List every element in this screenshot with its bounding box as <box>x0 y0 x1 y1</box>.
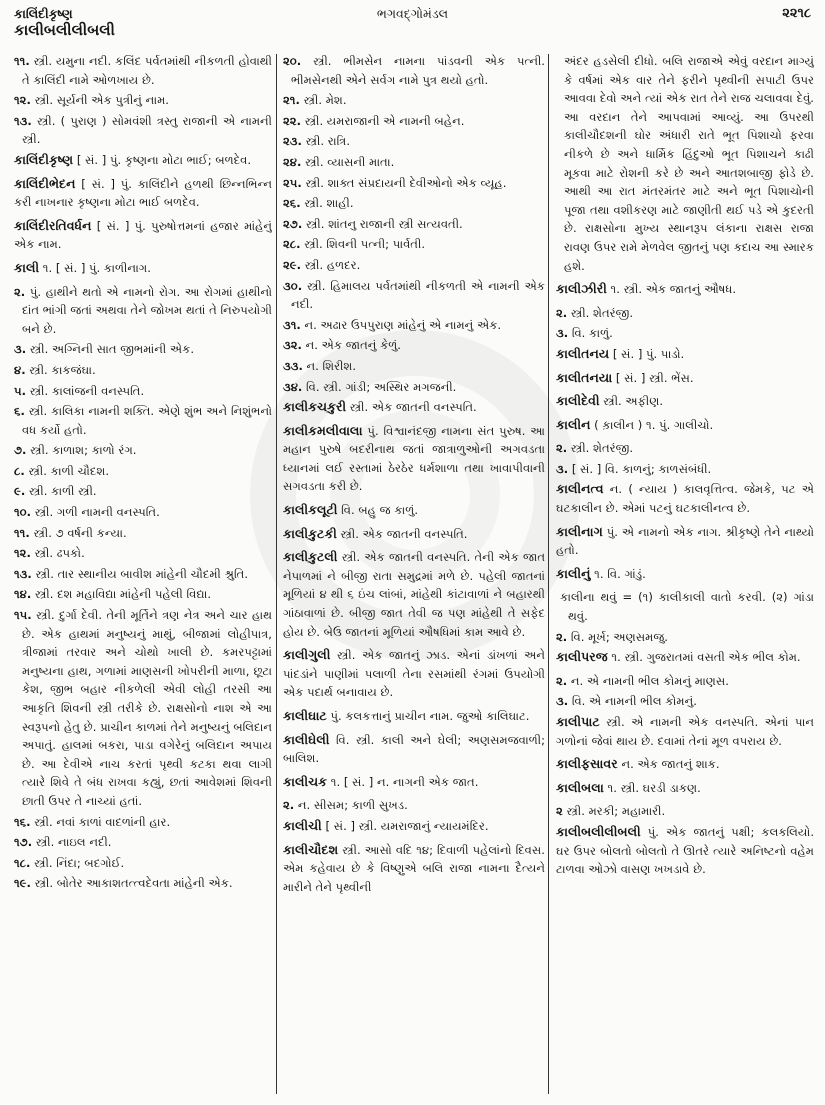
definition-text: સ્ત્રી. ગુજરાતમાં વસતી એક ભીલ કોમ. <box>624 650 801 665</box>
dictionary-entry <box>556 416 814 435</box>
sense-number: ૨. <box>556 305 568 320</box>
sense-definition <box>556 628 814 647</box>
dictionary-entry <box>283 646 545 702</box>
definition-text: સ્ત્રી. ( પુરાણ ) સોમવંશી ત્રસ્તુ રાજાની એ નામની સ્ત્રી. <box>22 113 272 147</box>
sense-definition <box>283 91 545 110</box>
headword: કાલીપરજ <box>556 649 608 665</box>
definition-text: સ્ત્રી. એક જાતની વનસ્પતિ. <box>340 526 468 541</box>
sense-definition <box>556 304 814 323</box>
sense-definition <box>14 544 272 563</box>
sense-number: ૨૧. <box>283 93 300 108</box>
sense-definition <box>14 340 272 359</box>
dictionary-entry <box>556 779 814 798</box>
sense-number: ૮. <box>14 463 25 478</box>
definition-text: ન. એક જાતનું કેળું. <box>305 338 401 353</box>
sense-number: ૨૪. <box>283 154 302 169</box>
definition-text: સ્ત્રી. મેશ. <box>303 93 347 108</box>
idiom-subentry <box>556 588 814 625</box>
sense-definition <box>14 854 272 873</box>
definition-text: સ્ત્રી. દશ મહાવિદ્યા માંહેની પહેલી વિદ્યા. <box>34 587 212 602</box>
definition-text: પું. એક જાતનું પક્ષી; કલકલિયો. ઘર ઉપર બોલતો બોલતો તે ઊતરે ત્યારે અનિષ્ટનો વહેમ ટાળવા ઓઝો વાસણ ખખડાવે છે. <box>556 824 814 877</box>
sense-definition <box>14 462 272 481</box>
sense-number: ૩. <box>556 461 569 476</box>
definition-text: સ્ત્રી. ઘરડી ડાકણ. <box>620 780 701 795</box>
sense-number: ૧૯. <box>14 876 31 891</box>
definition-text: સ્ત્રી. શાક્ત સંપ્રદાયની દેવીઓનો એક વ્યૂહ. <box>305 175 507 190</box>
sense-number: ૧. <box>610 282 620 297</box>
sense-definition <box>556 802 814 821</box>
sense-number: ૨૮. <box>283 237 301 252</box>
definition-text: સ્ત્રી. શેતરંજી. <box>570 441 634 456</box>
headword: કાલીનાગ <box>556 523 603 539</box>
sense-definition <box>14 565 272 584</box>
definition-text: સ્ત્રી. શિવની પત્ની; પાર્વતી. <box>304 237 425 252</box>
sense-number: ૨. <box>556 673 568 688</box>
sense-number: ૩૪. <box>283 379 303 394</box>
dictionary-entry <box>556 823 814 879</box>
sense-definition <box>283 357 545 376</box>
definition-text: વિ. ગાંડું. <box>607 566 646 581</box>
definition-text: સ્ત્રી. કાળી ચૌદશ. <box>28 463 110 478</box>
dictionary-entry <box>14 259 272 278</box>
definition-text: સ્ત્રી. બોતેર આકાશતત્ત્વદેવતા માંહેની એક. <box>34 876 233 891</box>
definition-text: સ્ત્રી. નવાં કાળાં વાદળાંની હાર. <box>34 814 171 829</box>
definition-text: સ્ત્રી. શાહી. <box>304 196 354 211</box>
sense-definition <box>283 378 545 397</box>
definition-text: સ્ત્રી. મરકી; મહામારી. <box>566 804 666 819</box>
dictionary-entry <box>283 501 545 520</box>
dictionary-entry <box>283 548 545 641</box>
sense-number: ૩૨. <box>283 338 302 353</box>
dictionary-entry <box>556 392 814 411</box>
headword: કાલીતનયા <box>556 369 613 385</box>
definition-text: સ્ત્રી. કાલિકા નામની શક્તિ. એણે શુંભ અને નિશુંભનો વધ કર્યો હતો. <box>22 404 272 437</box>
sense-definition <box>556 672 814 691</box>
sense-number: ૨. <box>283 798 295 813</box>
sense-definition <box>14 382 272 401</box>
sense-definition <box>14 813 272 832</box>
sense-number: ૧. <box>607 780 617 795</box>
dictionary-entry <box>283 841 545 897</box>
sense-number: ૧૫. <box>14 608 32 623</box>
sense-number: ૩૦. <box>283 278 303 293</box>
definition-text: [ સં. ] પું. કૃષ્ણના મોટા ભાઈ; બળદેવ. <box>76 152 252 167</box>
sense-number: ૧૬. <box>14 814 31 829</box>
definition-text: વિ. મૂર્ખ; અણસમજુ. <box>570 629 668 644</box>
dictionary-entry <box>283 773 545 792</box>
sense-definition <box>556 692 814 711</box>
column-2 <box>283 52 545 1097</box>
dictionary-entry <box>14 217 272 254</box>
sense-number: ૨૩. <box>283 134 302 149</box>
sense-number: ૩૩. <box>283 358 303 373</box>
definition-text: પું. કલકત્તાનું પ્રાચીન નામ. જુઓ કાલિઘાટ. <box>330 709 530 723</box>
dictionary-entry <box>283 422 545 496</box>
dictionary-entry <box>556 565 814 584</box>
headword: કાલીબલીલીબલી <box>556 823 641 839</box>
sense-number: ૧૩. <box>14 113 32 128</box>
sense-number: ૨૬. <box>283 196 301 211</box>
sense-definition <box>283 132 545 151</box>
sense-definition <box>14 585 272 604</box>
definition-text: સ્ત્રી. સૂર્યની એક પુત્રીનું નામ. <box>34 93 169 108</box>
sense-number: ૧૨. <box>14 546 31 561</box>
headword: કાલીબલા <box>556 779 604 795</box>
definition-text: સ્ત્રી. યમરાજાની એ નામની બહેન. <box>304 113 465 128</box>
headword: કાલીગુલી <box>283 647 331 663</box>
sense-definition <box>14 482 272 501</box>
sense-number: ૩. <box>556 326 569 341</box>
page-number: ૨૨૧૮ <box>782 6 811 21</box>
definition-text: [ સં. ] પું. કાલિંદીને હળથી છિન્નભિન્ન કરી નાખનાર કૃષ્ણના મોટા ભાઈ બળદેવ. <box>14 176 272 210</box>
sense-definition <box>283 194 545 213</box>
headword: કાલીતનય <box>556 345 610 361</box>
headword: કાલીઘેલી <box>283 731 330 747</box>
sense-number: ૧. <box>42 260 53 275</box>
sense-definition <box>283 153 545 172</box>
dictionary-entry <box>556 713 814 750</box>
headword: કાલીન <box>556 416 591 432</box>
sense-definition <box>14 361 272 380</box>
sense-definition <box>14 874 272 893</box>
guide-word-first: કાલિંદીકૃષ્ણ <box>14 6 73 21</box>
dictionary-entry <box>14 175 272 212</box>
sense-number: ૧. <box>330 774 341 789</box>
sense-definition <box>283 52 545 89</box>
sense-number: ૨. <box>556 441 568 456</box>
sense-number: ૨ <box>556 804 563 819</box>
column-3 <box>556 52 814 1097</box>
headword: કાલીપાટ <box>556 714 600 729</box>
sense-definition <box>283 215 545 234</box>
headword: કાલીકલૂટી <box>283 502 338 518</box>
sense-definition <box>14 441 272 460</box>
definition-text: સ્ત્રી. હિમાલય પર્વતમાંથી નીકળતી એ નામની એક નદી. <box>291 278 545 312</box>
definition-text: સ્ત્રી. કાકજંઘા. <box>29 362 96 377</box>
headword: કાલીકુટકી <box>283 525 337 541</box>
headword: કાલિંદીભેદન <box>14 175 76 191</box>
headword: કાલીકચકુરી <box>283 399 347 415</box>
definition-text: ન. ( ન્યાય ) કાલવૃત્તિત્વ. જેમકે, પટ એ ઘટકાલીન છે. એમાં પટનું ઘટકાલીનત્વ છે. <box>556 482 814 516</box>
sense-definition <box>14 503 272 522</box>
sense-number: ૧૧. <box>14 525 30 540</box>
sense-definition <box>556 324 814 343</box>
headword: કાલીચી <box>283 817 322 833</box>
dictionary-entry <box>283 817 545 836</box>
sense-number: ૧૦. <box>14 505 32 520</box>
sense-definition <box>14 91 272 110</box>
sense-number: ૨૯. <box>283 257 302 272</box>
definition-text: વિ. સ્ત્રી. કાલી અને ઘેલી; અણસમજવાળી; બાલિશ. <box>283 732 545 766</box>
sense-definition <box>283 277 545 314</box>
guide-word-last: કાલીબલીલીબલી <box>14 21 115 39</box>
sense-number: ૯. <box>14 484 26 499</box>
sense-definition <box>283 796 545 815</box>
sense-number: ૨૨. <box>283 113 302 128</box>
sense-definition <box>14 112 272 149</box>
headword: કાલીનું <box>556 565 591 581</box>
definition-text: સ્ત્રી. નાઇલ નદી. <box>35 835 112 850</box>
definition-text: સ્ત્રી. એક જાતનું ઔષધ. <box>623 282 737 297</box>
sense-definition <box>283 235 545 254</box>
definition-text: સ્ત્રી. એ નામની એક વનસ્પતિ. એનાં પાન ગળોનાં જેવાં થાય છે. દવામાં તેનાં મૂળ વપરાય છે. <box>556 715 814 748</box>
sense-number: ૬. <box>14 404 25 419</box>
sense-definition <box>14 606 272 811</box>
definition-text: સ્ત્રી. કાળી સ્ત્રી. <box>28 484 97 499</box>
dictionary-entry <box>556 755 814 774</box>
sense-number: ૧૨. <box>14 93 31 108</box>
definition-text: સ્ત્રી. શેતરંજી. <box>570 305 634 320</box>
dictionary-entry <box>283 707 545 726</box>
definition-text: સ્ત્રી. રાત્રિ. <box>305 134 351 149</box>
definition-text: પું. એ નામનો એક નાગ. શ્રીકૃષ્ણે તેને નાથ્યો હતો. <box>556 524 814 558</box>
book-title: ભગવદ્ગોમંડલ <box>376 6 449 21</box>
dictionary-entry <box>283 398 545 417</box>
definition-text: ન. એક જાતનું શાક. <box>621 757 720 772</box>
definition-text: કાલીના થવું = (૧) કાલીકાલી વાતો કરવી. (૨) ગાંડા થવું. <box>560 590 814 624</box>
dictionary-entry <box>14 151 272 170</box>
sense-definition <box>14 402 272 439</box>
definition-text: સ્ત્રી. ૭ વર્ષની કન્યા. <box>33 525 127 540</box>
definition-text: ન. અઢાર ઉપપુરાણ માંહેનું એ નામનું એક. <box>304 317 502 332</box>
definition-text: વિ. બહુ જ કાળું. <box>341 503 419 518</box>
definition-text: પું. ગાલીચો. <box>659 417 714 432</box>
definition-text: સ્ત્રી. આસો વદિ ૧૪; દિવાળી પહેલાંનો દિવસ. એમ કહેવાય છે કે વિષ્ણુએ બલિ રાજા નામના દૈત્યને મારીને તેને પૃથ્વીની <box>283 842 545 894</box>
definition-text: ન. એ નામની ભીલ કોમનું માણસ. <box>570 673 729 688</box>
sense-definition <box>283 256 545 275</box>
definition-text: [ સં. ] પું. પુરુષોત્તમનાં હજાર માંહેનું એક નામ. <box>14 218 272 252</box>
definition-text: [ સં. ] સ્ત્રી. યમરાજાનું ન્યાયમંદિર. <box>325 818 489 833</box>
definition-text: વિ. એ નામની ભીલ કોમનું. <box>571 694 697 709</box>
headword: કાલીદેવી <box>556 393 600 409</box>
definition-text: સ્ત્રી. અગ્નિની સાત જીભમાંની એક. <box>29 342 195 357</box>
definition-text: વિ. સ્ત્રી. ગાંડી; અસ્થિર મગજની. <box>306 379 457 394</box>
headword: કાલીઝીરી <box>556 281 607 297</box>
sense-number: ૧૭. <box>14 835 33 850</box>
sense-number: ૨. <box>14 284 26 299</box>
definition-text: સ્ત્રી. ઢપકો. <box>34 546 85 561</box>
definition-text: સ્ત્રી. વ્યાસની માતા. <box>305 154 395 169</box>
sense-definition <box>556 439 814 458</box>
dictionary-entry <box>556 369 814 388</box>
definition-text: [ સં. ] પું. કાળીનાગ. <box>55 260 151 275</box>
definition-text: સ્ત્રી. એક જાતની વનસ્પતિ. તેની એક જાત નેપાળમાં ને બીજી રાતા સમુદ્રમાં મળે છે. પહેલી જાતનાં મૂળિયાં ૪ થી ૬ ઇંચ લાંબાં, માંહેથી કાંટાવાળાં ને બહારથી ગાંઠાવાળાં છે. બીજી જાત તેવી જ પણ માંહેથી તે સફેદ હોય છે. બેઉ જાતનાં મૂળિયાં ઔષધિમાં કામ આવે છે. <box>283 550 545 639</box>
column-divider-1 <box>276 54 277 1094</box>
sense-number: ૧૧. <box>14 54 30 68</box>
sense-number: ૭. <box>14 443 27 458</box>
definition-text: સ્ત્રી. શાંતનુ રાજાની સ્ત્રી સત્યવતી. <box>305 216 463 231</box>
dictionary-entry <box>556 480 814 517</box>
sense-definition <box>283 316 545 335</box>
sense-number: ૨૦. <box>283 54 302 68</box>
definition-text: સ્ત્રી. દુર્ગા દેવી. તેની મૂર્તિને ત્રણ નેત્ર અને ચાર હાથ છે. એક હાથમાં મનુષ્યનું માથું, બીજામાં લોહીપાત્ર, ત્રીજામાં તરવાર અને ચોથો ખાલી છે. કમરપટ્ટામાં મનુષ્યના હાથ, ગળામાં માણસની ખોપરીની માળા, છૂટા કેશ, જીભ બહાર નીકળેલી એવી લોહી તરસી આ આકૃતિ શિવની સ્ત્રી તરીકે છે. રાક્ષસોનો નાશ એ આ સ્વરૂપનો હેતુ છે. પ્રાચીન કાળમાં તેને મનુષ્યનું બલિદાન અપાતું. હાલમાં બકરા, પાડા વગેરેનું બલિદાન અપાય છે. આ દેવીએ નાચ કરતાં પૃથ્વી કટકા થવા લાગી ત્યારે શિવે તે બંધ રાખવા કહ્યું, છતાં આવેશમાં શિવની છાતી ઉપર તે નાચ્યાં હતાં. <box>22 608 272 808</box>
definition-text: ન. સીસમ; કાળી સુખડ. <box>297 798 408 813</box>
dictionary-entry <box>556 648 814 667</box>
sense-number: ૧. <box>594 566 604 581</box>
sense-definition <box>283 336 545 355</box>
sense-definition <box>283 174 545 193</box>
sense-definition <box>14 52 272 89</box>
headword: કાલિંદીકૃષ્ણ <box>14 151 74 167</box>
definition-text: સ્ત્રી. અફીણ. <box>603 394 664 409</box>
definition-text: [ સં. ] વિ. કાળનું; કાળસંબંધી. <box>571 461 712 476</box>
definition-text: પું. વિશ્વાનંદજી નામના સંત પુરુષ. આ મહાન પુરુષે બદરીનાથ જતાં જાત્રાળુઓની અગવડતા ધ્યાનમાં લઈ રસ્તામાં ઠેરઠેર ધર્મશાળા તથા ખાવાપીવાની સગવડતા કરી છે. <box>283 423 545 494</box>
sense-number: ૩. <box>14 342 27 357</box>
sense-definition <box>14 283 272 339</box>
continued-definition <box>556 52 814 275</box>
sense-number: ૧૪. <box>14 587 32 602</box>
column-divider-2 <box>548 54 549 1094</box>
sense-number: ૧૮. <box>14 855 31 870</box>
sense-definition <box>14 524 272 543</box>
definition-text: સ્ત્રી. એક જાતની વનસ્પતિ. <box>349 400 477 415</box>
definition-text: સ્ત્રી. એક જાતનું ઝાડ. એનાં ડાંખળાં અને પાંદડાંને પાણીમાં પલાળી તેના રસમાંથી રંગમાં ઉપયોગી એક પદાર્થ બનાવાય છે. <box>283 648 545 700</box>
column-1 <box>14 52 272 1097</box>
headword: કાલીફસાવર <box>556 756 618 772</box>
dictionary-entry <box>556 523 814 560</box>
definition-text: ન. શિરીશ. <box>306 358 357 373</box>
definition-text: સ્ત્રી. ગળી નામની વનસ્પતિ. <box>34 505 160 520</box>
sense-number: ૨૭. <box>283 216 303 231</box>
definition-text: સ્ત્રી. હળદર. <box>304 257 361 272</box>
dictionary-entry <box>283 731 545 768</box>
definition-text: સ્ત્રી. નિંદા; બદગોઈ. <box>34 855 125 870</box>
definition-text: પું. હાથીને થતો એ નામનો રોગ. આ રોગમાં હાથીનો દાંત ભાંગી જતાં અથવા તેને જોખમ થતાં તે નિરુપયોગી બને છે. <box>22 284 272 336</box>
sense-number: ( ક઼ાલીન ) ૧. <box>594 417 656 432</box>
definition-text: સ્ત્રી. યમુના નદી. કલિંદ પર્વતમાંથી નીકળતી હોવાથી તે કાલિંદી નામે ઓળખાય છે. <box>22 54 272 87</box>
sense-number: ૩. <box>556 694 569 709</box>
headword: કાલીનત્વ <box>556 481 604 497</box>
sense-number: ૪. <box>14 362 26 377</box>
definition-text: સ્ત્રી. ભીમસેન નામના પાંડવની એક પત્ની. ભીમસેનથી એને સર્વગ નામે પુત્ર થયો હતો. <box>291 54 545 87</box>
headword: કાલીચૌદશ <box>283 841 339 857</box>
dictionary-entry <box>556 345 814 364</box>
sense-number: ૧. <box>611 650 621 665</box>
dictionary-entry <box>283 525 545 544</box>
sense-number: ૫. <box>14 383 27 398</box>
sense-number: ૨૫. <box>283 175 302 190</box>
sense-number: ૩૧. <box>283 317 301 332</box>
definition-text: વિ. કાળું. <box>571 326 613 341</box>
definition-text: સ્ત્રી. તાર સ્થાનીય બાવીશ માંહેની ચૌદમી શ્રુતિ. <box>35 566 249 581</box>
sense-number: ૨. <box>556 629 568 644</box>
definition-text: [ સં. ] સ્ત્રી. ભેંસ. <box>615 370 694 385</box>
headword: કાલીકમલીવાલા <box>283 422 363 438</box>
sense-definition <box>283 112 545 131</box>
definition-text: [ સં. ] ન. નાગની એક જાત. <box>343 774 479 789</box>
headword: કાલિંદીરતિવર્ધન <box>14 217 92 233</box>
headword: કાલી <box>14 259 40 275</box>
dictionary-entry <box>556 280 814 299</box>
page-header <box>0 0 825 46</box>
headword: કાલીચક <box>283 773 328 789</box>
definition-text: સ્ત્રી. કાલાંજની વનસ્પતિ. <box>29 383 145 398</box>
definition-text: અંદર હડસેલી દીધો. બલિ રાજાએ એવું વરદાન માગ્યું કે વર્ષમાં એક વાર તેને ફરીને પૃથ્વીની સપાટી ઉપર આવવા દેવો અને ત્યાં એક રાત તેને રાજ ચલાવવા દેવું. આ વરદાન તેને આપવામાં આવ્યું. આ ઉપરથી કાલીચૌદશની ઘોર અંધારી રાતે ભૂત પિશાચો ફરવા નીકળે છે અને ધાર્મિક હિંદુઓ ભૂત પિશાચને કાઢી મૂકવા માટે રોશની કરે છે અને આતશબાજી ફોડે છે. આથી આ રાત મંતરમંતર માટે અને ભૂત પિશાચોની પૂજા તથા વશીકરણ માટે જાણીતી થઈ પડે એ કુદરતી છે. રાક્ષસોના મુખ્ય સ્થાનરૂપ લંકાના રાક્ષસ રાજા રાવણ ઉપર રામે મેળવેલ જીતનું પણ કદાચ આ સ્મારક હશે. <box>564 54 814 273</box>
sense-definition <box>14 833 272 852</box>
definition-text: [ સં. ] પું. પાડો. <box>612 346 685 361</box>
sense-definition <box>556 460 814 479</box>
definition-text: સ્ત્રી. કાળાશ; કાળો રંગ. <box>30 443 137 458</box>
headword: કાલીકુટલી <box>283 549 338 565</box>
headword: કાલીઘાટ <box>283 708 327 723</box>
sense-number: ૧૩. <box>14 566 32 581</box>
